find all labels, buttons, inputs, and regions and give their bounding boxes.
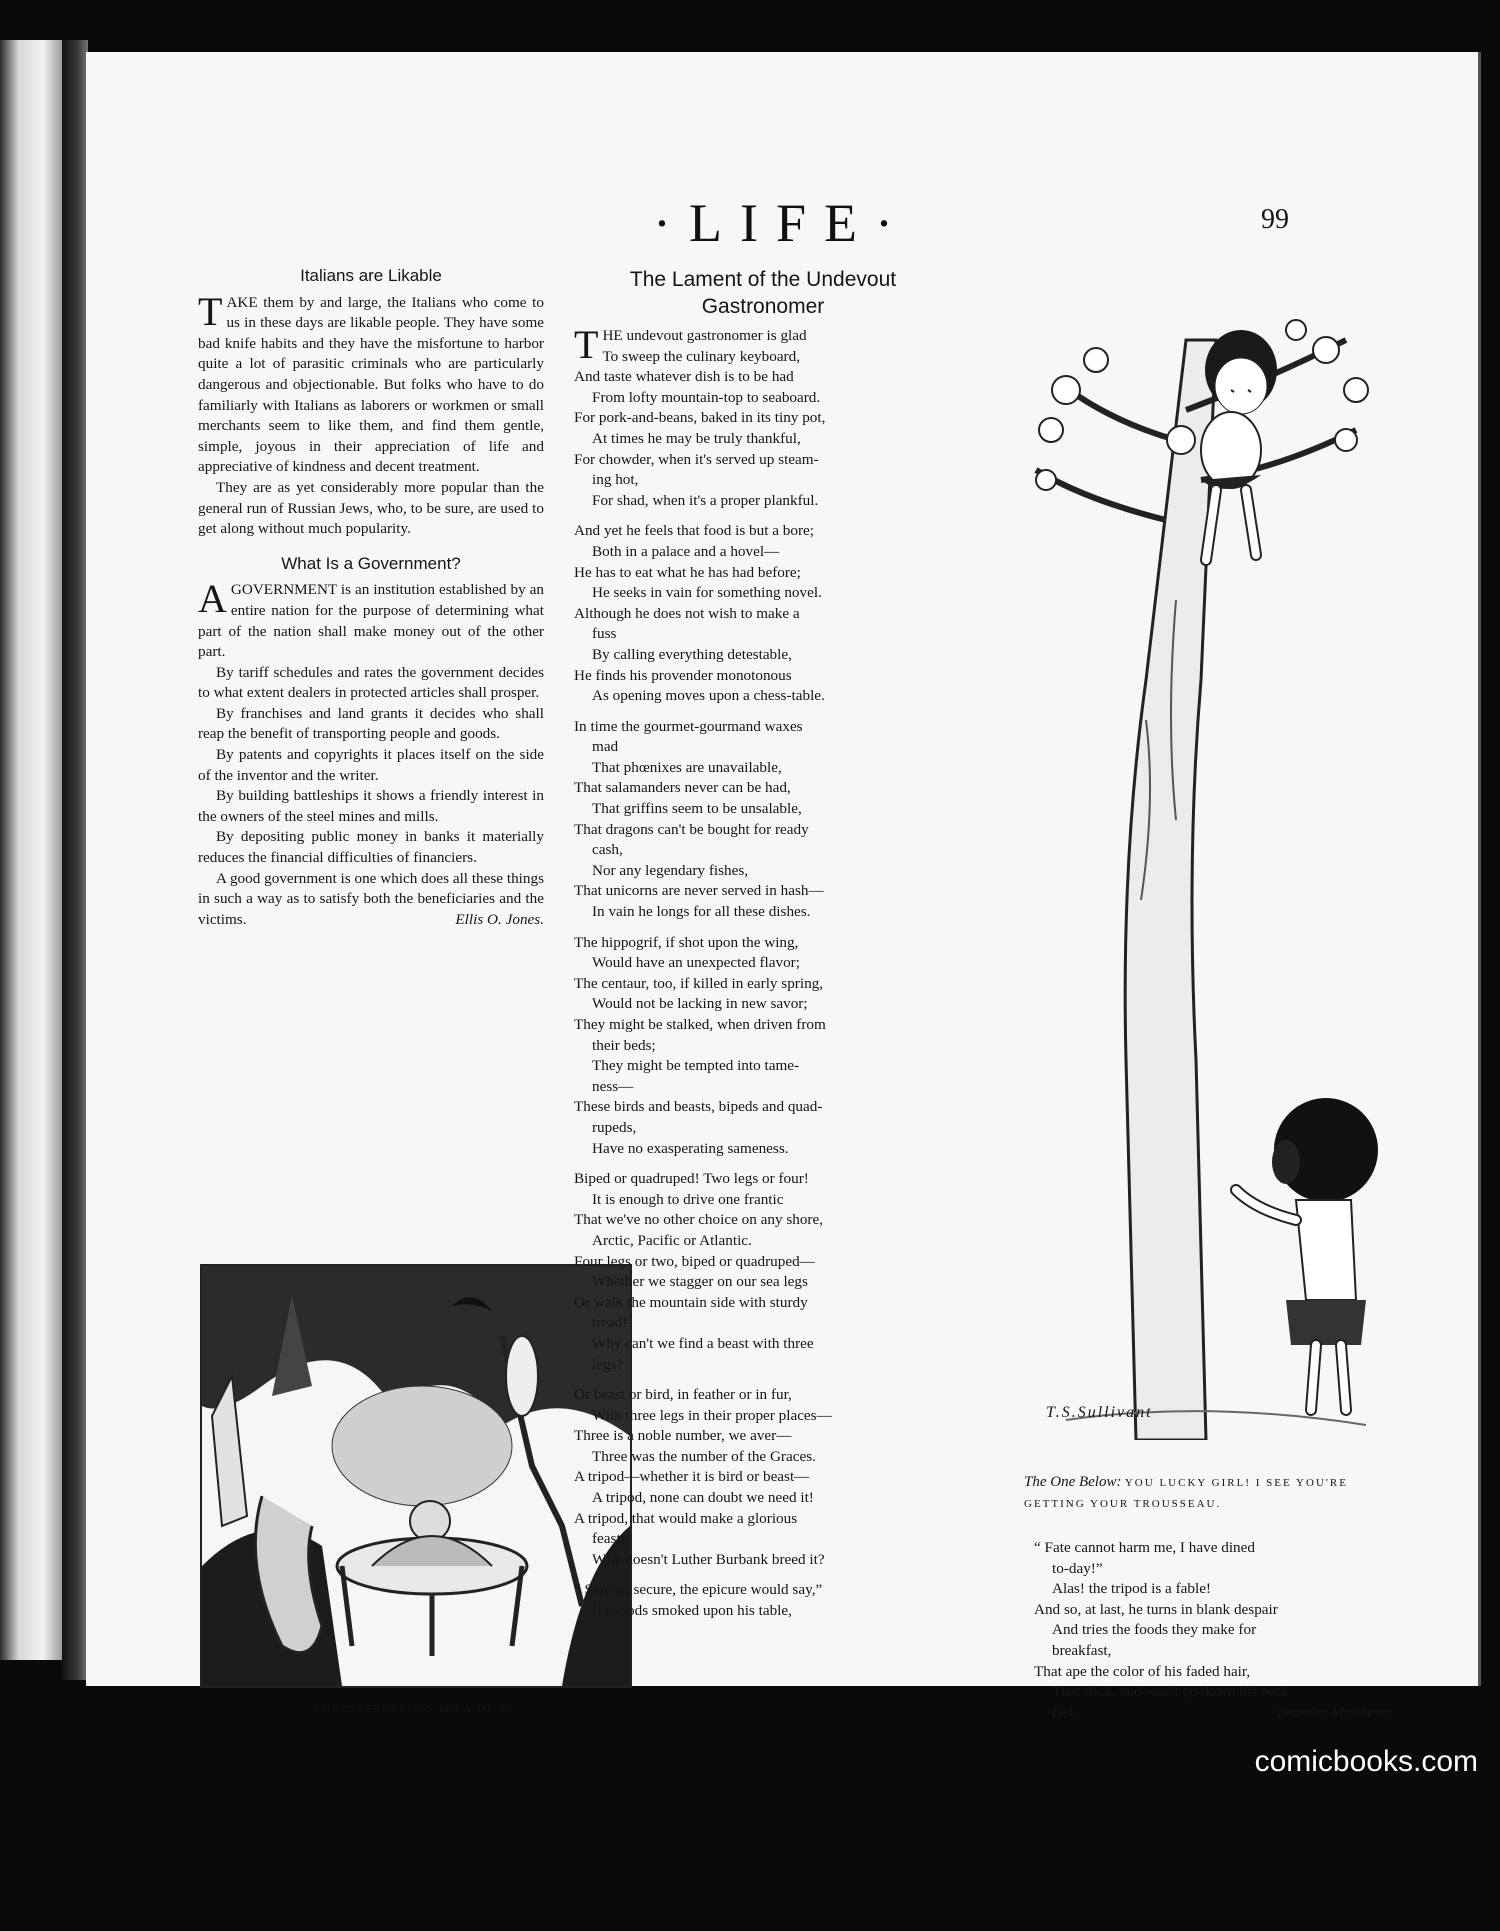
poem-line: Have no exasperating sameness. (592, 1139, 789, 1157)
poem-continuation (1034, 1538, 1394, 1724)
article-paragraph: By depositing public money in banks it materially reduces the financial difficulties of financiers. (198, 828, 544, 867)
poem-line: to-day!” (1052, 1559, 1103, 1577)
poem-line: That we've no other choice on any shore, (574, 1211, 824, 1229)
poem-line: That dragons can't be bought for ready (574, 820, 809, 838)
article-paragraph: They are as yet considerably more popular than the general run of Russian Jews, who, to be sure, are used to get along without much popularity. (198, 478, 544, 538)
poem-line: ness— (592, 1077, 634, 1095)
poem-line: By calling everything detestable, (592, 645, 792, 663)
article-paragraph: A good government is one which does all these things in such a way as to satisfy both the beneficiaries and the victims. (198, 869, 544, 928)
poem-line: Or beast or bird, in feather or in fur, (574, 1386, 792, 1404)
poem-final-stanza (1034, 1538, 1394, 1723)
poem-line: Four legs or two, biped or quadruped— (574, 1252, 815, 1270)
poem-title: The Lament of the Undevout Gastronomer (629, 268, 897, 318)
poem-line: As opening moves upon a chess-table. (592, 687, 825, 705)
poem-line: Three is a noble number, we aver— (574, 1427, 792, 1445)
watermark: comicbooks.com (1254, 1745, 1478, 1778)
poem-line: That griffins seem to be unsalable, (592, 800, 802, 818)
poem-line: “ Fate cannot harm me, I have dined (1034, 1539, 1255, 1556)
poem-line: And yet he feels that food is but a bore; (574, 522, 814, 540)
drop-cap: T (574, 322, 599, 367)
poem-line: ing hot, (592, 471, 639, 489)
poem-line: Alas! the tripod is a fable! (1052, 1580, 1211, 1598)
girl-in-tree-drawing (1026, 300, 1386, 1440)
article-title: Italians are Likable (300, 266, 442, 285)
poem-line: A tripod, that would make a glorious (574, 1509, 798, 1527)
poem-line: He finds his provender monotonous (574, 666, 792, 684)
poem-line: That phœnixes are unavailable, (592, 758, 782, 776)
gutter-shadow (62, 40, 88, 1680)
poem-line: A tripod—whether it is bird or beast— (574, 1468, 810, 1486)
illustration-caption: THE DYSPEPTIC'S IDEA OF IT (313, 1703, 515, 1715)
poem-line: Why can't we find a beast with three (592, 1334, 814, 1352)
poem-line: The hippogrif, if shot upon the wing, (574, 933, 799, 951)
poem-line: fast. (1052, 1703, 1078, 1721)
poem-line: Three was the number of the Graces. (592, 1447, 816, 1465)
poem-line: From lofty mountain-top to seaboard. (592, 388, 821, 406)
poem-line: If tripods smoked upon his table, (592, 1602, 792, 1620)
magazine-page (86, 52, 1481, 1722)
poem-line: These birds and beasts, bipeds and quad- (574, 1098, 823, 1116)
poem-stanza (574, 933, 952, 1160)
left-page-edge (0, 40, 62, 1660)
poem-line: rupeds, (592, 1118, 637, 1136)
poem-line: With three legs in their proper places— (592, 1406, 832, 1424)
poem-stanza (574, 1385, 952, 1570)
poem-line: Biped or quadruped! Two legs or four! (574, 1170, 809, 1188)
poem-body (574, 322, 952, 1622)
masthead: ·LIFE· (653, 193, 911, 253)
poem-line: breakfast, (1052, 1641, 1112, 1659)
poem-line: That unicorns are never served in hash— (574, 882, 824, 900)
poem-line: In time the gourmet-gourmand waxes (574, 717, 803, 735)
poem-line: That ape the color of his faded hair, (1034, 1662, 1251, 1680)
poem-line: mad (592, 738, 619, 756)
poem-line: He has to eat what he has had before; (574, 563, 801, 581)
poem-line: They might be tempted into tame- (592, 1057, 800, 1075)
poem-line: legs? (592, 1355, 624, 1373)
poem-line: For chowder, when it's served up steam- (574, 450, 819, 468)
poem-line: Whether we stagger on our sea legs (592, 1273, 808, 1291)
caption-text: YOU LUCKY GIRL! I SEE YOU'RE GETTING YOUR TROUSSEAU. (1024, 1477, 1348, 1510)
poem-line: cash, (592, 841, 623, 859)
tree-illustration (1026, 300, 1386, 1440)
poem-line: For shad, when it's a proper plankful. (592, 491, 819, 509)
poem-line: tread! (592, 1314, 628, 1332)
monster-feast-drawing (202, 1266, 630, 1686)
poem-line: It is enough to drive one frantic (592, 1190, 784, 1208)
drop-cap: T (198, 288, 223, 334)
dyspeptic-illustration (200, 1264, 632, 1688)
article-paragraph: By building battleships it shows a friendly interest in the owners of the steel mines and mills. (198, 787, 544, 825)
poem-line: Would not be lacking in new savor; (592, 995, 808, 1013)
poem-line: In vain he longs for all these dishes. (592, 903, 811, 921)
article-paragraph: By tariff schedules and rates the government decides to what extent dealers in protected articles shall prosper. (198, 663, 544, 702)
poem-line: And so, at last, he turns in blank despair (1034, 1600, 1278, 1618)
poem-line: feast! (592, 1530, 626, 1548)
poem-stanza (574, 717, 952, 923)
left-column (198, 266, 544, 931)
drop-cap: A (198, 576, 227, 622)
poem-line: their beds; (592, 1036, 656, 1054)
poem-line: Arctic, Pacific or Atlantic. (592, 1231, 752, 1249)
poem-line: At times he may be truly thankful, (592, 429, 801, 447)
poem-stanza (574, 1580, 952, 1621)
illustration-caption (1024, 1472, 1394, 1514)
poem-line: And taste whatever dish is to be had (574, 368, 794, 386)
artist-signature: T.S.Sullivant (1046, 1404, 1153, 1421)
poem-stanza (574, 521, 952, 706)
byline: Brander Matthews. (1276, 1704, 1394, 1722)
poem-stanza (574, 322, 952, 511)
poem-line: A tripod, none can doubt we need it! (592, 1489, 814, 1507)
poem-line: Why doesn't Luther Burbank breed it? (592, 1550, 825, 1568)
article-paragraph: AGOVERNMENT is an institution established by an entire nation for the purpose of determining what part of the nation shall make money out of the other part. (198, 576, 544, 661)
poem-line: “ Serene, secure, the epicure would say,” (574, 1581, 823, 1599)
poem-line: THE undevout gastronomer is glad (574, 322, 807, 367)
poem-line: That salamanders never can be had, (574, 779, 791, 797)
byline: Ellis O. Jones. (455, 911, 544, 929)
article-paragraph: By patents and copyrights it places itself on the side of the inventor and the writer. (198, 746, 544, 784)
poem-line: They might be stalked, when driven from (574, 1016, 826, 1033)
page-number: 99 (1261, 204, 1289, 235)
poem-line: Or walk the mountain side with sturdy (574, 1293, 808, 1311)
poem-line: Both in a palace and a hovel— (592, 542, 780, 560)
article-paragraph: By franchises and land grants it decides who shall reap the benefit of transporting people and goods. (198, 704, 544, 743)
poem-column (574, 266, 952, 1632)
caption-speaker: The One Below: (1024, 1474, 1122, 1490)
poem-line: And tries the foods they make for (1052, 1621, 1257, 1639)
poem-line: Would have an unexpected flavor; (592, 954, 800, 972)
article-title: What Is a Government? (281, 553, 461, 573)
poem-line: That stick, and won't go down his neck (1052, 1683, 1290, 1701)
poem-line: Nor any legendary fishes, (592, 861, 749, 879)
poem-line: He seeks in vain for something novel. (592, 584, 822, 602)
poem-line: Although he does not wish to make a (574, 604, 800, 622)
article-paragraph: TAKE them by and large, the Italians who come to us in these days are likable people. They have some bad knife habits and they have the misfortune to harbor quite a lot of parasitic criminals who are particularly dangerous and objectionable. But folks who have to do familiarly with Italians as laborers or workmen or small merchants seem to like them, and find them gentle, simple, joyous in their appreciation of life and appreciative of kindness and decent treatment. (198, 288, 544, 476)
poem-line: To sweep the culinary keyboard, (602, 347, 801, 365)
poem-line: fuss (592, 625, 617, 643)
poem-stanza (574, 1169, 952, 1375)
poem-line: The centaur, too, if killed in early spring, (574, 974, 824, 992)
poem-line: For pork-and-beans, baked in its tiny pot, (574, 409, 826, 427)
